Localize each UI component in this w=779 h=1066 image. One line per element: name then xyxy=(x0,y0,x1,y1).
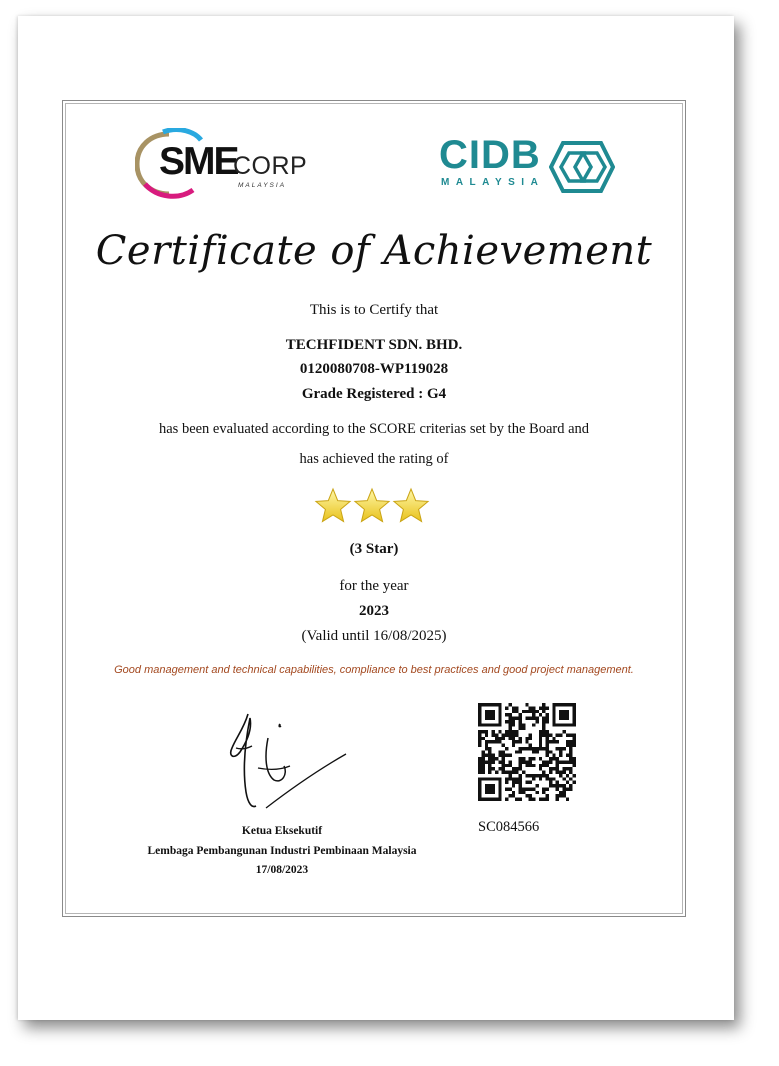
signature-image xyxy=(222,708,352,812)
signature-date: 17/08/2023 xyxy=(255,864,309,876)
serial-number: SC084566 xyxy=(478,819,540,835)
certificate-title: Certificate of Achievement xyxy=(95,228,653,274)
star-icon xyxy=(355,489,389,522)
cidb-hexagon-icon xyxy=(549,141,615,193)
smecorp-corp-text: CORP xyxy=(233,152,308,180)
validity-period: (Valid until 16/08/2025) xyxy=(301,628,447,644)
cidb-main-text: CIDB xyxy=(439,133,541,177)
company-name: TECHFIDENT SDN. BHD. xyxy=(285,337,463,353)
achievement-statement: has achieved the rating of xyxy=(299,451,449,467)
certificate-tagline: Good management and technical capabilities, compliance to best practices and good project management. xyxy=(114,664,634,676)
smecorp-logo xyxy=(135,128,310,200)
cidb-logo xyxy=(439,133,619,195)
star-icon xyxy=(316,489,350,522)
certificate-year: 2023 xyxy=(359,603,389,619)
year-label: for the year xyxy=(339,578,409,594)
cidb-sub-text: MALAYSIA xyxy=(441,177,545,188)
smecorp-sub-text: MALAYSIA xyxy=(238,182,287,189)
grade-registered: Grade Registered : G4 xyxy=(301,386,447,402)
star-label: (3 Star) xyxy=(349,541,399,557)
certify-intro: This is to Certify that xyxy=(309,302,439,318)
evaluation-statement: has been evaluated according to the SCORE criterias set by the Board and xyxy=(158,421,590,437)
signatory-organization: Lembaga Pembangunan Industri Pembinaan Malaysia xyxy=(147,845,417,857)
registration-number: 0120080708-WP119028 xyxy=(299,361,449,377)
smecorp-main-text: SME xyxy=(159,140,238,183)
star-icon xyxy=(394,489,428,522)
star-rating xyxy=(313,487,435,527)
qr-code[interactable] xyxy=(478,703,576,801)
signatory-position: Ketua Eksekutif xyxy=(241,825,323,837)
